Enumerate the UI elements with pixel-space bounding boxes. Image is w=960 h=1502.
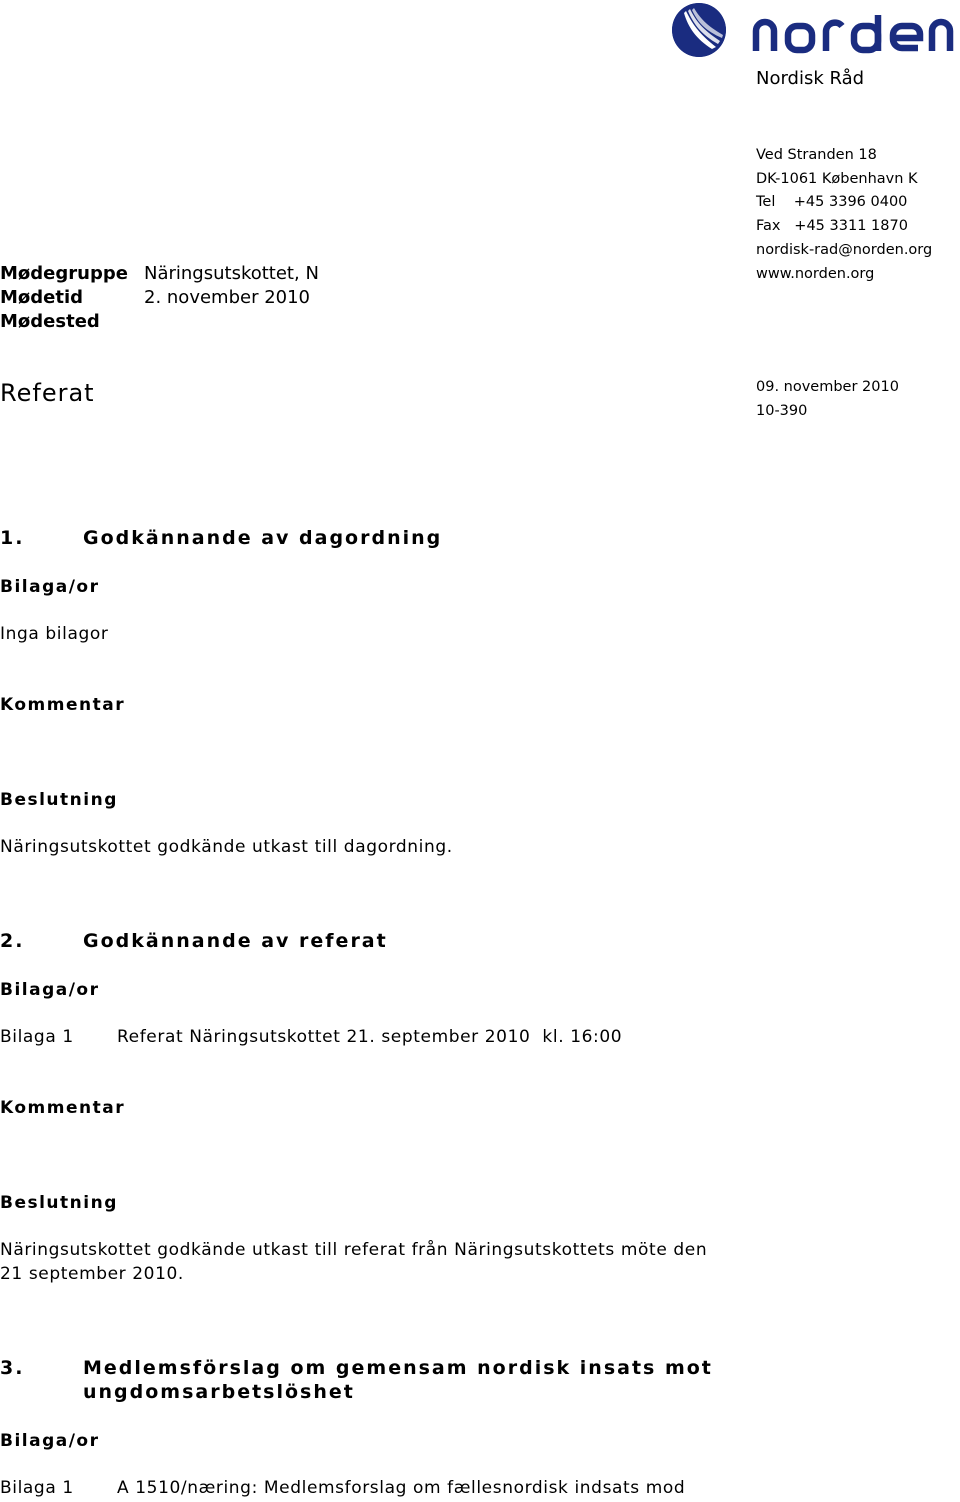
document-title: Referat — [0, 379, 95, 407]
section-1-title: Godkännande av dagordning — [83, 527, 443, 549]
section-2-attachments-label: Bilaga/or — [0, 980, 100, 1000]
document-number: 10-390 — [756, 403, 808, 419]
meeting-group-value: Näringsutskottet, N — [144, 263, 319, 284]
section-2-comment-label: Kommentar — [0, 1098, 126, 1118]
section-2-title: Godkännande av referat — [83, 930, 388, 952]
section-2-decision-text-line1: Näringsutskottet godkände utkast till referat från Näringsutskottets möte den — [0, 1240, 708, 1260]
meeting-place-row — [0, 310, 319, 334]
section-1-attachments-label: Bilaga/or — [0, 577, 100, 597]
section-1-comment-label: Kommentar — [0, 695, 126, 715]
meeting-time-row — [0, 286, 319, 310]
section-3-attachment-id: Bilaga 1 — [0, 1478, 74, 1498]
norden-logo — [672, 3, 957, 59]
swan-icon — [672, 3, 726, 57]
section-1-attachments-text: Inga bilagor — [0, 624, 109, 644]
section-1-number: 1. — [0, 527, 25, 549]
meeting-meta — [0, 262, 319, 334]
address-line-city: DK-1061 København K — [756, 170, 918, 187]
section-2-attachment-id: Bilaga 1 — [0, 1027, 74, 1047]
section-3-title-line2: ungdomsarbetslöshet — [83, 1381, 355, 1403]
section-1-decision-text: Näringsutskottet godkände utkast till dagordning. — [0, 837, 453, 857]
meeting-group-label: Mødegruppe — [0, 263, 128, 284]
meeting-place-label: Mødested — [0, 311, 100, 332]
section-1-decision-label: Beslutning — [0, 790, 118, 810]
section-2-decision-text-line2: 21 september 2010. — [0, 1264, 184, 1284]
meeting-time-label: Mødetid — [0, 287, 84, 308]
section-3-attachment-link[interactable]: A 1510/næring: Medlemsforslag om fællesnordisk indsats mod — [117, 1478, 686, 1498]
meeting-group-row — [0, 262, 319, 286]
section-2-decision-label: Beslutning — [0, 1193, 118, 1213]
section-3-number: 3. — [0, 1357, 25, 1379]
document-date: 09. november 2010 — [756, 379, 899, 395]
section-3-title-line1: Medlemsförslag om gemensam nordisk insats mot — [83, 1357, 713, 1379]
org-name: Nordisk Råd — [756, 68, 865, 89]
address-line-fax: Fax +45 3311 1870 — [756, 218, 908, 235]
address-line-street: Ved Stranden 18 — [756, 147, 877, 163]
meeting-time-value: 2. november 2010 — [144, 287, 311, 308]
address-web-link[interactable]: www.norden.org — [756, 265, 875, 282]
address-email-link[interactable]: nordisk-rad@norden.org — [756, 241, 933, 258]
address-line-tel: Tel +45 3396 0400 — [756, 194, 908, 211]
norden-wordmark — [752, 15, 957, 55]
section-2-attachment-link[interactable]: Referat Näringsutskottet 21. september 2010 kl. 16:00 — [117, 1027, 623, 1047]
address-block — [756, 144, 932, 286]
section-3-attachments-label: Bilaga/or — [0, 1431, 100, 1451]
section-2-number: 2. — [0, 930, 25, 952]
